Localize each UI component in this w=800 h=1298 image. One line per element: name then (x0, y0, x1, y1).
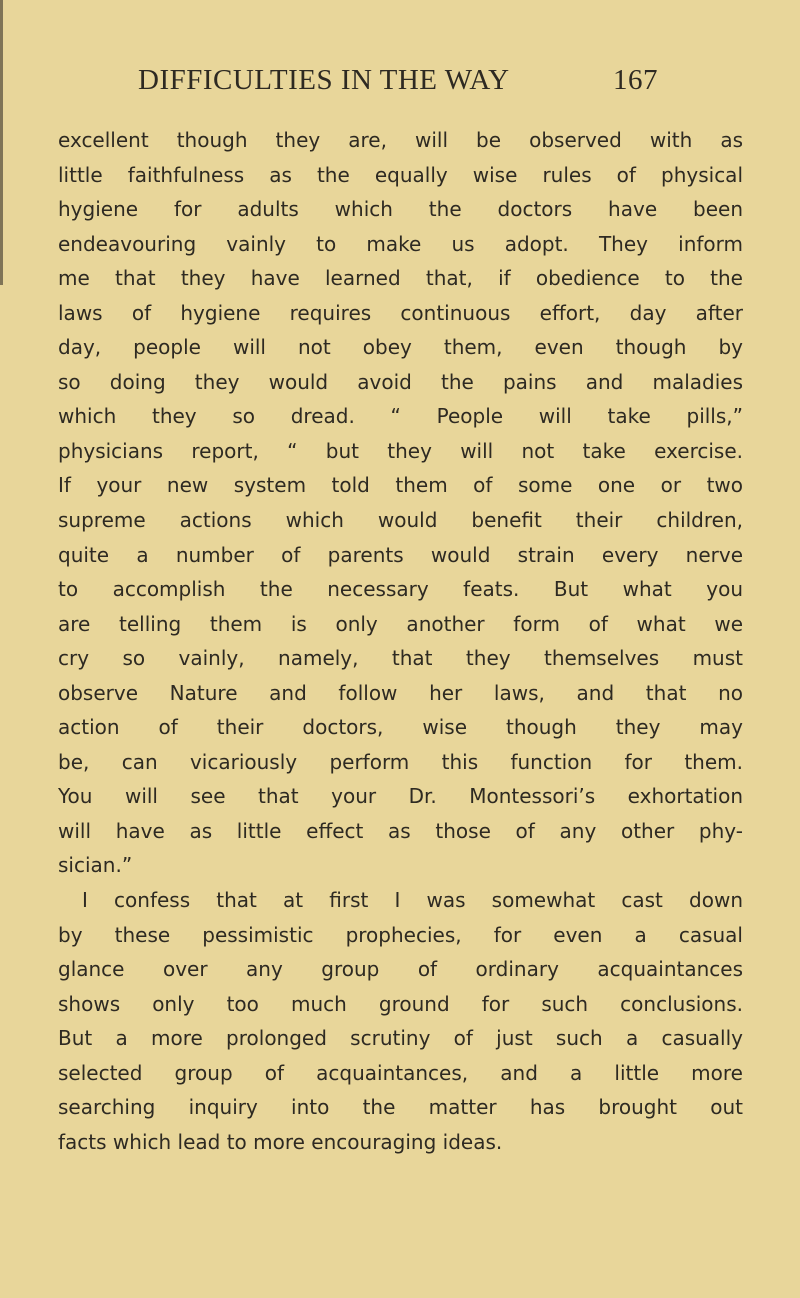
text-line: endeavouring vainly to make us adopt. They inform (58, 231, 743, 256)
text-line: will have as little effect as those of any other phy- (58, 818, 743, 843)
text-line: be, can vicariously perform this function for them. (58, 749, 743, 774)
body-text (58, 123, 743, 1159)
running-title: DIFFICULTIES IN THE WAY (138, 64, 510, 96)
text-line: observe Nature and follow her laws, and that no (58, 680, 743, 705)
text-line: sician.” (58, 853, 133, 878)
text-line: supreme actions which would benefit their children, (58, 508, 743, 533)
text-line: physicians report, “ but they will not take exercise. (58, 438, 743, 463)
text-line: shows only too much ground for such conclusions. (58, 991, 743, 1016)
text-line: excellent though they are, will be observed with as (58, 128, 743, 152)
text-line: action of their doctors, wise though they may (58, 715, 743, 740)
text-line: facts which lead to more encouraging ideas. (58, 1129, 503, 1154)
text-line: to accomplish the necessary feats. But what you (58, 577, 743, 602)
text-line: are telling them is only another form of what we (58, 611, 743, 636)
text-line: cry so vainly, namely, that they themselves must (58, 646, 743, 671)
text-line: selected group of acquaintances, and a little more (58, 1060, 743, 1085)
text-line: But a more prolonged scrutiny of just such a casually (58, 1026, 743, 1051)
text-line: me that they have learned that, if obedience to the (58, 266, 743, 291)
page-number: 167 (613, 64, 658, 96)
text-line: which they so dread. “ People will take pills,” (58, 404, 743, 429)
text-line: glance over any group of ordinary acquaintances (58, 957, 743, 982)
text-line: laws of hygiene requires continuous effort, day after (58, 300, 743, 325)
text-line: searching inquiry into the matter has brought out (58, 1095, 743, 1120)
page-header (138, 64, 658, 104)
text-line: If your new system told them of some one or two (58, 473, 743, 498)
text-line: You will see that your Dr. Montessori’s exhortation (58, 784, 743, 809)
text-line: so doing they would avoid the pains and maladies (58, 369, 743, 394)
text-line: I confess that at first I was somewhat cast down (82, 888, 743, 913)
text-line: little faithfulness as the equally wise rules of physical (58, 162, 743, 187)
text-line: hygiene for adults which the doctors have been (58, 197, 743, 222)
text-line: by these pessimistic prophecies, for even a casual (58, 922, 743, 947)
text-line: quite a number of parents would strain every nerve (58, 542, 743, 567)
text-line: day, people will not obey them, even though by (58, 335, 743, 360)
